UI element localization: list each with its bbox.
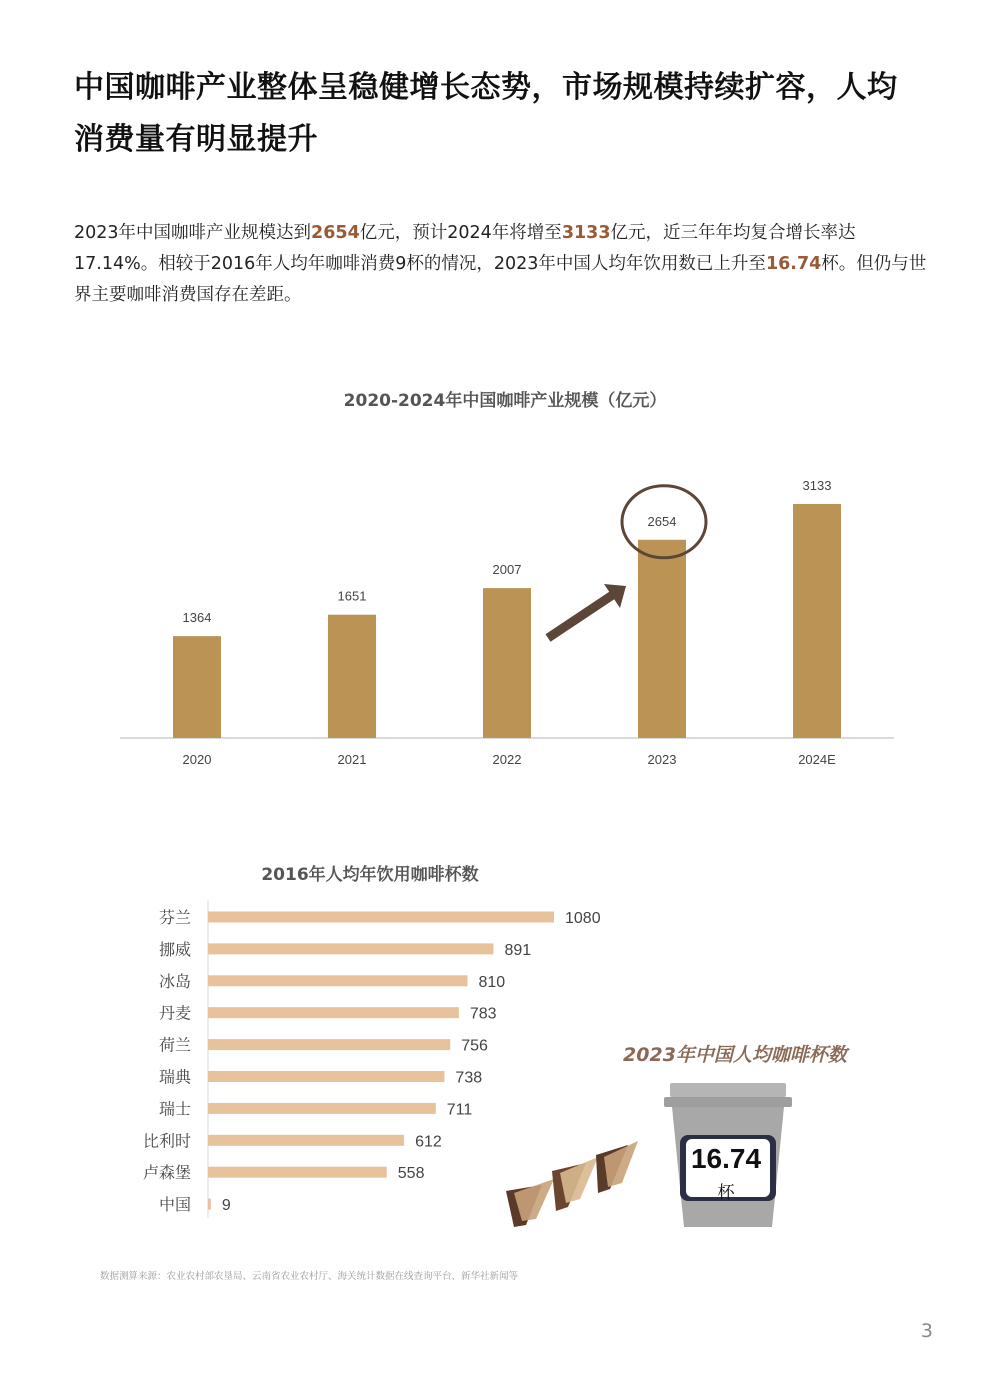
bar	[208, 1199, 211, 1210]
x-tick-label: 2021	[337, 752, 367, 767]
bar	[328, 615, 376, 738]
data-label: 756	[461, 1037, 488, 1055]
y-tick-label: 瑞士	[158, 1099, 191, 1119]
bar	[208, 1039, 450, 1050]
y-tick-label: 芬兰	[158, 908, 191, 927]
bar	[793, 504, 841, 738]
bar	[208, 1135, 404, 1146]
data-label: 1080	[565, 910, 601, 927]
data-label: 9	[221, 1197, 231, 1215]
data-label: 1651	[337, 588, 367, 604]
bar	[638, 540, 686, 738]
intro-value-2023: 2654	[311, 223, 360, 243]
data-label: 612	[415, 1133, 442, 1151]
intro-text-2: 亿元，预计2024年将增至	[359, 223, 562, 243]
arrow-shaft	[548, 594, 614, 638]
x-tick-label: 2020	[182, 752, 212, 767]
cup-value: 16.74	[690, 1143, 762, 1174]
data-label: 3133	[802, 478, 832, 493]
bar	[208, 1007, 459, 1018]
y-tick-label: 冰岛	[158, 971, 191, 991]
intro-value-2024: 3133	[561, 223, 611, 243]
cup-unit: 杯	[717, 1183, 735, 1203]
page-heading	[74, 62, 934, 166]
data-label: 738	[455, 1069, 483, 1087]
y-tick-label: 中国	[158, 1195, 191, 1215]
data-label: 2007	[492, 562, 522, 578]
data-label: 558	[397, 1165, 425, 1183]
per-capita-chart-title: 2016年人均年饮用咖啡杯数	[261, 865, 479, 885]
data-label: 783	[469, 1005, 497, 1023]
intro-text-3: 亿元，近三年年均复合增长率达17.14%。相较于2016年人均年咖啡消费9杯的情况，2023年中国人均年饮用数已上升至	[74, 223, 856, 274]
y-tick-label: 挪威	[158, 939, 191, 959]
y-tick-label: 瑞典	[158, 1067, 191, 1087]
data-label: 2654	[647, 513, 677, 529]
chevron-arrows-icon	[506, 1141, 638, 1227]
intro-paragraph	[74, 218, 934, 311]
industry-scale-chart-title: 2020-2024年中国咖啡产业规模（亿元）	[343, 391, 667, 411]
data-source-note: 数据测算来源：农业农村部农垦局、云南省农业农村厅、海关统计数据在线查询平台、新华社新闻等	[100, 1271, 519, 1282]
bar	[483, 588, 531, 738]
heading-line-2: 消费量有明显提升	[74, 122, 318, 157]
trend-arrow-icon	[548, 584, 626, 638]
intro-text-4: 杯。但仍与世界主要咖啡消费国存在差距。	[74, 254, 927, 305]
bar	[208, 1071, 444, 1082]
page-number: 3	[920, 1320, 933, 1342]
y-tick-label: 卢森堡	[142, 1163, 191, 1183]
y-tick-label: 荷兰	[158, 1035, 191, 1055]
intro-value-cups: 16.74	[765, 254, 822, 274]
bar	[173, 636, 221, 738]
y-tick-label: 比利时	[142, 1131, 191, 1151]
x-tick-label: 2023	[647, 752, 677, 767]
data-label: 891	[504, 941, 532, 959]
data-label: 711	[446, 1101, 473, 1119]
bar	[208, 1103, 436, 1114]
industry-scale-bar-chart	[0, 460, 997, 780]
intro-text-1: 2023年中国咖啡产业规模达到	[74, 223, 312, 243]
bar	[208, 943, 493, 954]
data-label: 810	[478, 973, 506, 991]
heading-line-1: 中国咖啡产业整体呈稳健增长态势，市场规模持续扩容，人均	[74, 70, 898, 105]
x-tick-label: 2024E	[798, 752, 836, 767]
bar	[208, 912, 554, 923]
cup-title: 2023年中国人均咖啡杯数	[623, 1044, 847, 1066]
bar	[208, 975, 468, 986]
bar	[208, 1167, 387, 1178]
data-label: 1364	[182, 610, 212, 626]
y-tick-label: 丹麦	[158, 1003, 191, 1023]
x-tick-label: 2022	[492, 752, 522, 767]
